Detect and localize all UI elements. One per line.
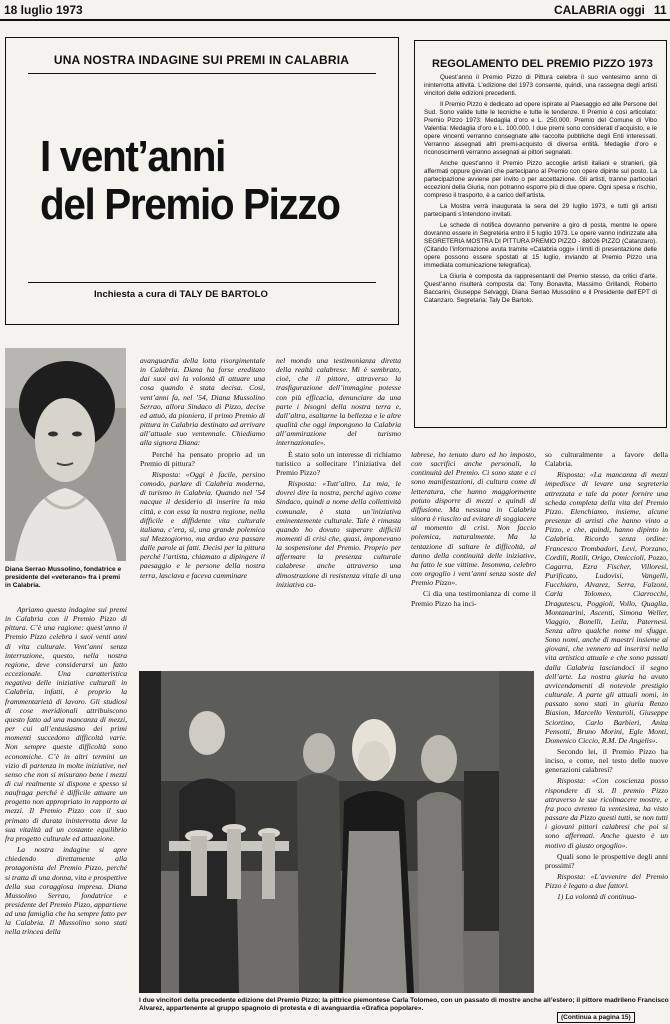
- winners-photo-caption: I due vincitori della precedente edizione del Premio Pizzo: la pittrice piemontese Carla Tolomeo, con un passato di mostre anche all’estero; il pittore madrileno Francisco Alvarez, appartenente al gruppo spagnolo di protesta e di avanguardia «Grafica popolare».: [139, 997, 669, 1012]
- winners-image: [139, 671, 534, 993]
- paragraph: avanguardia della lotta risorgimentale in Calabria. Diana ha forse ereditato dai suoi avi la volontà di attuare una cosa quando è stata decisa. Così, vent’anni fa, nel ’54, Diana Mussolino Serrao, allora Sindaco di Pizzo, decise ed attuò, da pioniera, il primo Premio di pittura in Calabria destinato ad arrivare all’attuale suo ventennale. Chiediamo alla signora Diana:: [140, 356, 265, 448]
- paragraph: Ci dia una testimonianza di come il Premio Pizzo ha inci-: [411, 589, 536, 608]
- paragraph: Apriamo questa indagine sui premi in Calabria con il Premio Pizzo di pittura. C’è una ragione: quest’anno il Premio Pizzo celebra i suoi venti anni di vita culturale. Vent’anni senza interruzione, questo, nella nostra regione, deve considerarsi un fatto eccezionale. Una caratteristica negativa delle iniziative culturali in Calabria, infatti, è proprio la frammentarietà di lavoro. Gli studiosi di cose meridionali attribuiscono questo fatto ad una mancanza di mezzi, per cui all’entusiasmo dei primi momenti succedono difficoltà varie. Non sempre queste difficoltà sono economiche. C’è in altri termini un vizio di partenza in molte iniziative, nel senso che non si misurano bene i mezzi di cui realmente si dispone e spesso si naufraga perché è difficile attuare un progetto non appropriato in rapporto ai mezzi. Il Premio Pizzo con il suo primato di durata ininterrotta deve la sua vitalità ad un costante equilibrio fra progetto culturale ed attuazione.: [5, 605, 127, 843]
- paragraph: nel mondo una testimonianza diretta della realtà calabrese. Mi è sembrato, cioè, che il pittore, attraverso la trasfigurazione dell’immagine potesse con più efficacia, denunciare da una parte i bisogni della nostra terra e, dall’altra, esaltarne la bellezza e le altre qualità che oggi impongono la Calabria all’ammirazione del turismo internazionale».: [276, 356, 401, 448]
- kicker-rule: [28, 73, 376, 74]
- regolamento-paragraph: Le schede di notifica dovranno pervenire a giro di posta, mentre le opere dovranno essere in Segreteria entro il 5 luglio 1973. Le opere vanno indirizzate alla SEGRETERIA MOSTRA DI PITTURA PREMIO PIZZO - 88026 PIZZO (Catanzaro). (Citando l’informazione avuta tramite «Calabria oggi» i limiti di presentazione delle opere possono essere spostati al 15 luglio, inviando al Premio Pizzo una immediata comunicazione telegrafica).: [424, 222, 657, 269]
- paragraph: labrese, ho tenuto duro ed ho imposto, con sacrifici anche personali, la continuità del Premio. Ci sono state e ci sono manifestazioni, di cultura come di letteratura, che hanno maggiormente potuto disporre di mezzi e quindi di diffusione. Ma nessuna in Calabria sinora è riuscito ad evitare di soggiacere al momento di crisi. Non faccio polemica, naturalmente. Ma la tentazione di saltare le difficoltà, al danno della continuità delle iniziative, ha fatto le sue vittime. Insomma, celebro con orgoglio i vent’anni senza soste del Premio Pizzo».: [411, 450, 536, 588]
- article-title-line2: del Premio Pizzo: [40, 180, 340, 229]
- regolamento-paragraph: Quest’anno il Premio Pizzo di Pittura celebra il suo ventesimo anno di ininterrotta attività. L’edizione del 1973 consente, quindi, una rassegna degli artisti vincitori delle edizioni precedenti.: [424, 74, 657, 97]
- portrait-image: [5, 348, 126, 561]
- paragraph: 1) La volontà di continua-: [557, 892, 637, 902]
- paragraph: Risposta: «La mancanza di mezzi impedisce di levare una segreteria attrezzata e tale da poter fornire una scheda completa della vita del Premio Pizzo. Elenchiamo, insieme, alcune presenze di artisti che hanno vinto a Pizzo, e che, quindi, hanno dipinto in Calabria. Ricordo senza ordine: Francesco Trombadori, Levi, Porzano, Cordili, Rotili, Origo, Omiccioli, Pozzo, Cagarra, Ezra Fischer, Villoresi, Purificato, Ludovisi, Vangelli, Fucchiaro, Alvarez, Serra, Falzoni, Carla Tolomeo, Ciarrocchi, Dragutescu, Poggioli, Vollo, Quaglia, Montanarini, Ascenti, Simona Weller, Viaggio, Bonelli, Leila, Paternesi. Senza altro qualche nome mi sfugge. Sono nomi, anche di maestri insieme ai giovani, che vennero ad inserirsi nella vita artistica attuale e che sono passati dalla Calabria lasciandoci il segno dell’arte. La nostra giuria ha avuto avvicendamenti di notevole prestigio culturale. A parte gli attuali nomi, in passato sono stati in giuria Renzo Biasion, Marcello Venturoli, Giuseppe Sciortino, Carlo Barbieri, Anita Pensotti, Bruno Morini, Egle Monti, Domenico Ciccio, R.M. De Angelis».: [545, 470, 668, 745]
- winners-photo: [139, 671, 534, 993]
- paragraph: Perché ha pensato proprio ad un Premio di pittura?: [140, 449, 265, 468]
- article-column-1: [5, 605, 127, 939]
- regolamento-paragraph: Anche quest’anno il Premio Pizzo accoglie artisti italiani e stranieri, già affermati oppure giovani che partecipano al Premio con opere dipinte sul posto. La partecipazione avviene per invito o per accettazione. Gli artisti, tranne particolari eccezioni della Giuria, non potranno esporre più di due opere. Ogni spesa e rischio, compreso il trasporto, è a carico dell’artista.: [424, 160, 657, 199]
- portrait-caption: Diana Serrao Mussolino, fondatrice e presidente del «veterano» fra i premi in Calabria.: [5, 566, 122, 589]
- continued-note: (Continua a pagina 15): [557, 1012, 635, 1023]
- byline-rule: [28, 282, 376, 283]
- regolamento-paragraph: La Mostra verrà inaugurata la sera del 29 luglio 1973, e tutti gli artisti partecipanti s’intendono invitati.: [424, 203, 657, 218]
- paragraph: Risposta: «Tutt’altro. La mia, le dovrei dire la nostra, perché agivo come Sindaco, quindi a nome della collettività comunale, è stata un’iniziativa eminentemente culturale. Tale è rimasta quando ho dovuto superare difficili momenti di crisi che, quasi, imponevano la sospensione del Premio. Proprio per affermare la presenza culturale calabrese anche attraverso una dimostrazione di resistenza vitale di una iniziativa ca-: [276, 479, 401, 589]
- article-byline: Inchiesta a cura di TALY DE BARTOLO: [94, 289, 268, 300]
- header-page-number: 11: [654, 3, 667, 17]
- regolamento-title: REGOLAMENTO DEL PREMIO PIZZO 1973: [432, 58, 653, 70]
- article-title-line1: I vent’anni: [40, 132, 226, 181]
- paragraph: Secondo lei, il Premio Pizzo ha inciso, e come, nel testo delle nuove generazioni calabresi?: [545, 747, 668, 775]
- paragraph: Quali sono le prospettive degli anni prossimi?: [545, 851, 668, 870]
- header-date: 18 luglio 1973: [4, 3, 83, 17]
- article-kicker: UNA NOSTRA INDAGINE SUI PREMI IN CALABRIA: [53, 53, 350, 67]
- regolamento-paragraph: Il Premio Pizzo è dedicato ad opere ispirate al Paesaggio ed alle Persone del Sud. Sono valide tutte le tecniche e tutte le tendenze. Il Premio è così articolato: Premio Pizzo 1973: Medaglia d’oro e L. 250.000. Premio del Comune di Vibo Valentia: Medaglia d’oro e L. 100.000. I due premi sono considerati d’acquisto, e le opere vincenti verranno consegnate alle raccolte pubbliche degli Enti interessati. Verranno assegnati altri premi-acquisto di diversa entità. Medaglie d’oro e riconoscimenti verranno assegnati ai pittori segnalati.: [424, 101, 657, 156]
- paragraph: Risposta: «Oggi è facile, persino comodo, parlare di Calabria moderna, di turismo in Calabria. Quando nel ’54 nacque il desiderio di inserire la mia città, e con essa la nostra regione, nella difficile e diffidente vita culturale italiana, c’era, sì, una grande polemica sul Mezzogiorno, ma arduo era passare dalle parole ai fatti. Decisi per la pittura perché l’artista, chiamato a dipingere il paesaggio e le persone della nostra terra, lasciava e faceva camminare: [140, 469, 265, 580]
- header-section: CALABRIA oggi: [554, 3, 645, 17]
- paragraph: so culturalmente a favore della Calabria.: [545, 450, 668, 469]
- regolamento-paragraph: La Giuria è composta da rappresentanti del Premio stesso, da critici d’arte. Quest’anno risulterà composta da: Tony Bonavita, Massimo Grillandi, Roberto Baccarini, Giuseppe Selvaggi, Diana Serrao Mussolino e il Presidente dell’EPT di Catanzaro. Segretaria: Taly De Bartolo.: [424, 273, 657, 304]
- regolamento-box: [414, 40, 667, 428]
- header-rule: [0, 19, 670, 21]
- paragraph: La nostra indagine si apre chiedendo direttamente alla protagonista del Premio Pizzo, perché si tratta di una donna, vita e prospettive della sua coraggiosa impresa. Diana Mussolino Serrao, fondatrice e presidente del Premio Pizzo, appartiene ad una famiglia che ha sempre fatto per la Calabria. Il Mussolino sono stati nella trincea della: [5, 845, 127, 937]
- article-column-4: [411, 450, 536, 610]
- article-column-5: [545, 450, 668, 904]
- paragraph: È stato solo un interesse di richiamo turistico a sollecitare l’iniziativa del Premio Pizzo?: [276, 449, 401, 477]
- paragraph: Risposta: «L’avvenire del Premio Pizzo è legato a due fattori.: [545, 872, 668, 891]
- paragraph: Risposta: «Con coscienza posso rispondere di sì. Il premio Pizzo attraverso le sue ricolmacere mostre, e fra poco avremo la ventesima, ha visto passare da Pizzo questi tutti, se non tutti i giovani pittori calabresi che poi si sono affermati. Anche questo è un motivo di giusto orgoglio».: [545, 776, 668, 850]
- article-column-2: [140, 356, 265, 582]
- article-column-3: [276, 356, 401, 591]
- portrait-photo: [5, 348, 126, 561]
- title-box: [5, 37, 399, 325]
